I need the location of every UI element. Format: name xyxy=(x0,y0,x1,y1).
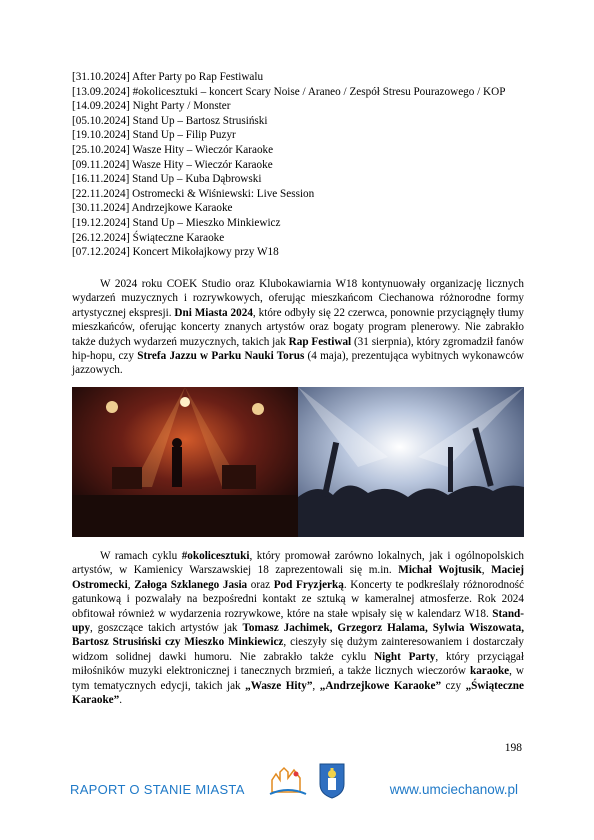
text: W 2024 roku COEK Studio oraz Klubokawiarnia W18 kontynuowały organizację licznych wydarzeń muzycznych i rozrywkowych, oferując mieszkańcom Ciechanowa różnorodne formy artystycznej ekspresji. xyxy=(72,278,524,319)
event-item: [30.11.2024] Andrzejkowe Karaoke xyxy=(72,202,233,215)
text: oraz xyxy=(247,578,274,591)
text: (31 sierpnia), który zgromadził fanów hip-hopu, czy xyxy=(72,335,524,363)
event-item: [26.12.2024] Świąteczne Karaoke xyxy=(72,231,225,244)
text: , xyxy=(481,564,492,577)
text: , xyxy=(127,578,135,591)
report-title: RAPORT O STANIE MIASTA xyxy=(70,782,245,797)
footer xyxy=(0,760,594,810)
bold-text: Tomasz Jachimek, Grzegorz Halama, Sylwia Wiszowata, Bartosz Strusiński czy Mieszko Minkiewicz xyxy=(72,622,524,649)
bold-text: Michał Wojtusik xyxy=(398,564,482,577)
stage-photo xyxy=(72,387,298,537)
bold-text: karaoke xyxy=(469,665,510,678)
bold-text: Dni Miasta 2024 xyxy=(174,306,253,319)
text: . Koncerty te podkreślały różnorodność gatunkową i pozwalały na bezpośredni kontakt ze sztuką w kameralnej atmosferze. Rok 2024 obfitował również w wydarzenia rozrywkowe, które na stałe wpisały się w kalendarz W18. xyxy=(72,578,524,620)
text: , który przyciągał miłośników muzyki elektronicznej i tanecznych brzmień, a także licznych wieczorów xyxy=(72,650,524,678)
event-item: [05.10.2024] Stand Up – Bartosz Strusiński xyxy=(72,114,268,127)
text: , w tym tematycznych edycji, takich jak xyxy=(72,665,524,692)
crowd-photo xyxy=(298,387,524,537)
website-link[interactable]: www.umciechanow.pl xyxy=(389,782,518,797)
bold-text: Stand-upy xyxy=(72,607,524,635)
page-number: 198 xyxy=(504,742,522,754)
paragraph-city-days xyxy=(72,277,524,378)
text: , goszczące takich artystów jak xyxy=(90,622,243,635)
city-crest-icon xyxy=(318,762,346,800)
text: , które odbyły się 22 czerwca, ponownie przyciągnęły tłumy mieszkańców, oferując koncerty znanych artystów oraz bogaty program plenerowy. Nie zabrakło także dużych wydarzeń muzycznych, takich jak xyxy=(72,306,524,348)
bold-text: Strefa Jazzu w Parku Nauki Torus xyxy=(137,350,305,363)
event-item: [14.09.2024] Night Party / Monster xyxy=(72,100,231,113)
text: (4 maja), prezentująca wybitnych wykonawców jazzowych. xyxy=(72,350,524,377)
event-item: [25.10.2024] Wasze Hity – Wieczór Karaoke xyxy=(72,143,274,156)
bold-text: „Świąteczne Karaoke” xyxy=(72,679,524,707)
bold-text: Rap Festiwal xyxy=(288,335,352,348)
event-item: [19.12.2024] Stand Up – Mieszko Minkiewicz xyxy=(72,216,281,229)
bold-text: Pod Fryzjerką xyxy=(273,578,344,591)
city-logo-icon xyxy=(268,764,308,800)
text: , cieszyły się dużym zainteresowaniem i dostarczały widzom solidnej dawki humoru. Nie zabrakło także cyklu xyxy=(72,636,524,663)
bold-text: „Andrzejkowe Karaoke” xyxy=(319,679,442,692)
event-list xyxy=(72,70,532,260)
bold-text: „Wasze Hity” xyxy=(245,679,313,692)
event-item: [13.09.2024] #okolicesztuki – koncert Scary Noise / Araneo / Zespół Stresu Pourazowego / KOP xyxy=(72,85,506,98)
event-item: [19.10.2024] Stand Up – Filip Puzyr xyxy=(72,129,236,142)
event-item: [07.12.2024] Koncert Mikołajkowy przy W18 xyxy=(72,246,279,259)
bold-text: Night Party xyxy=(374,650,436,663)
text: . xyxy=(119,694,123,707)
paragraph-art-events xyxy=(72,549,524,707)
event-item: [16.11.2024] Stand Up – Kuba Dąbrowski xyxy=(72,173,262,186)
concert-photos xyxy=(72,387,524,537)
bold-text: Załoga Szklanego Jasia xyxy=(134,578,248,591)
event-item: [09.11.2024] Wasze Hity – Wieczór Karaoke xyxy=(72,158,273,171)
event-item: [22.11.2024] Ostromecki & Wiśniewski: Live Session xyxy=(72,187,315,200)
text: , xyxy=(312,679,320,692)
text: W ramach cyklu xyxy=(100,550,182,562)
bold-text: #okolicesztuki xyxy=(181,550,250,562)
event-item: [31.10.2024] After Party po Rap Festiwalu xyxy=(72,71,264,83)
bold-text: Maciej Ostromecki xyxy=(72,564,525,591)
text: , który promował zarówno lokalnych, jak i ogólnopolskich artystów, w Kamienicy Warszawskiej 18 zaprezentowali się m.in. xyxy=(72,550,525,577)
text: czy xyxy=(441,679,466,692)
